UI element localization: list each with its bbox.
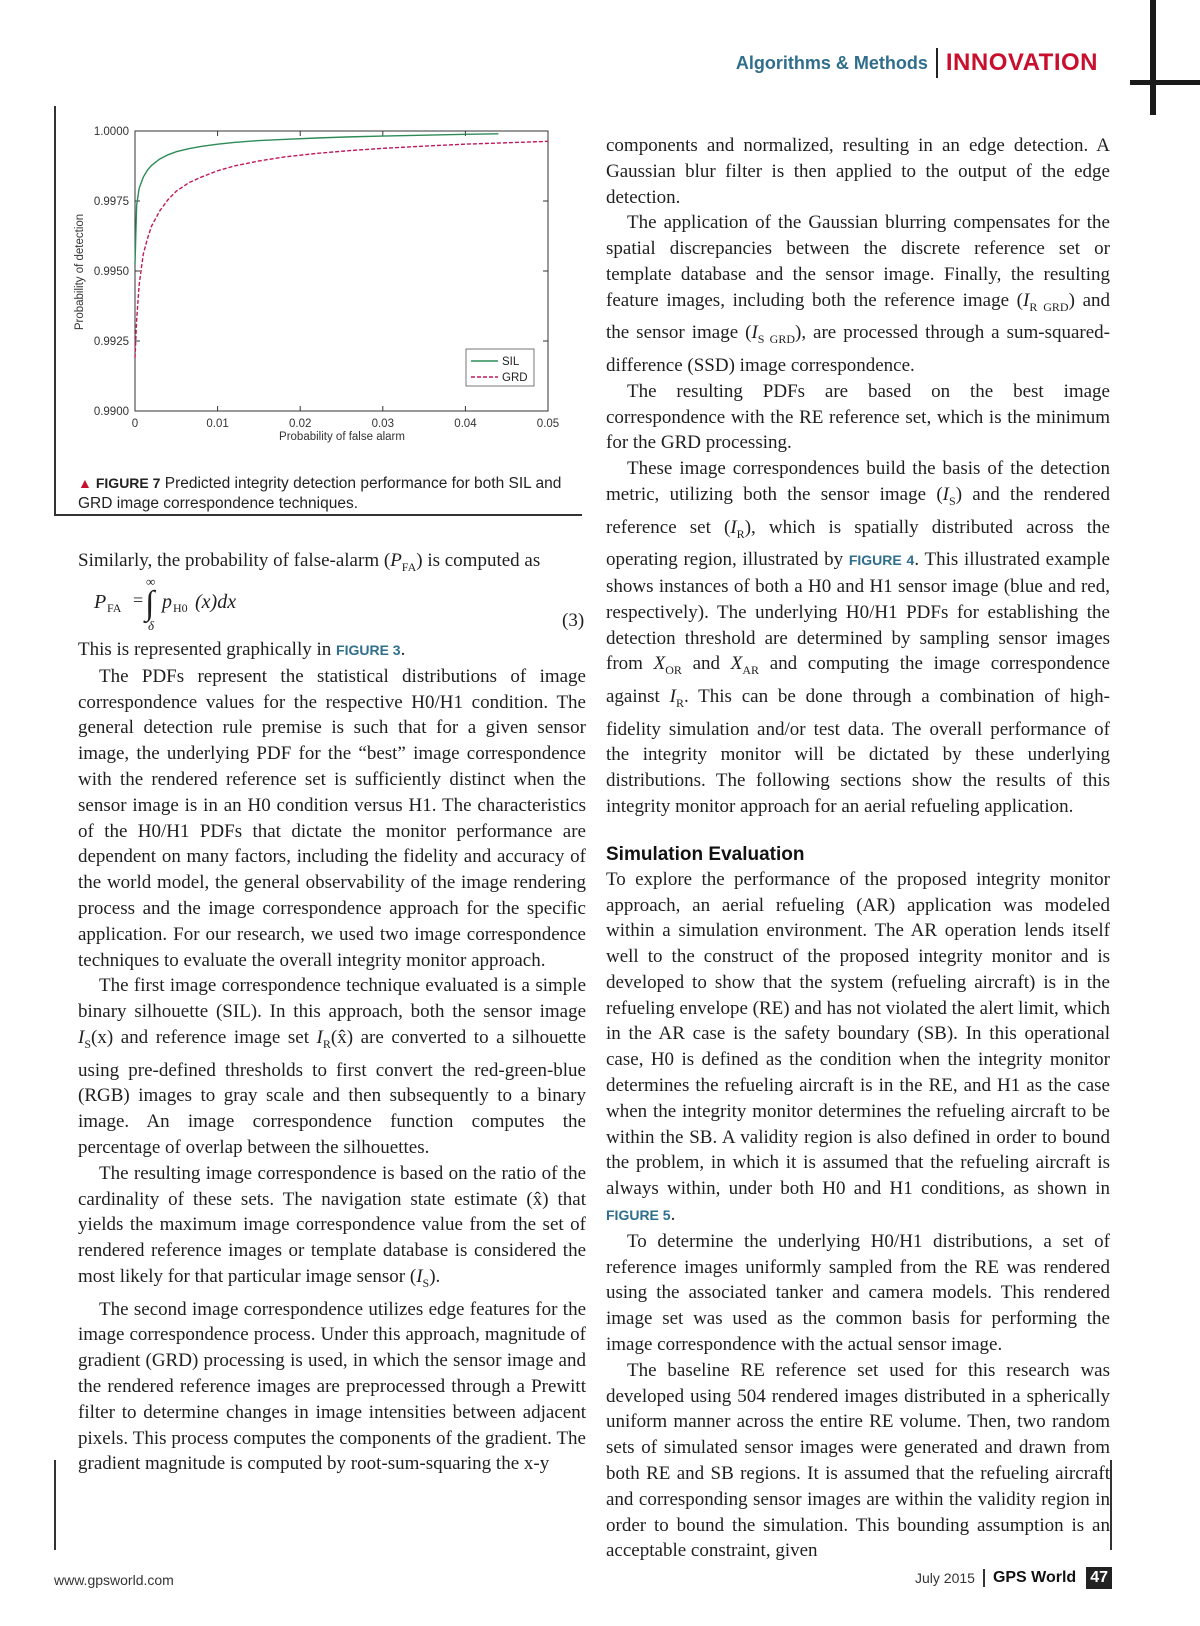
eq-number: (3) <box>562 610 585 631</box>
figure-4-reference[interactable]: FIGURE 4 <box>848 552 915 569</box>
legend-label-grd: GRD <box>502 372 528 384</box>
eq-lhs: P <box>94 591 107 613</box>
legend-label-sil: SIL <box>502 356 520 368</box>
eq-lhs-sub: FA <box>107 601 122 615</box>
y-tick-label: 1.0000 <box>93 126 129 138</box>
figure-3-reference[interactable]: FIGURE 3 <box>336 642 401 658</box>
rich-text-run: These image correspondences build the basis of the detection metric, utilizing both the sensor image $(I_S)$ and the rendered reference set $(I_R)$, which is spatially distributed across the operating region, illustrated by <box>606 458 1110 571</box>
paragraph: To determine the underlying H0/H1 distributions, a set of reference images uniformly sampled from the RE was rendered using the associated tanker and camera models. This rendered image set was used as the common basis for performing the image correspondence with the actual sensor image. <box>606 1230 1110 1356</box>
page-header <box>736 48 1098 78</box>
department-title: INNOVATION <box>945 49 1098 76</box>
section-heading: Simulation Evaluation <box>606 843 805 865</box>
y-tick-label: 0.9900 <box>93 406 129 418</box>
x-axis-label: Probability of false alarm <box>279 431 405 443</box>
eq-upper-limit: ∞ <box>146 574 156 589</box>
paragraph <box>606 456 1110 820</box>
eq-equals: = <box>133 590 144 610</box>
corner-horizontal-rule <box>1130 80 1200 85</box>
paragraph <box>78 973 586 1160</box>
paragraph: The baseline RE reference set used for this research was developed using 504 rendered images distributed in a spherically uniform manner across the entire RE volume. Then, two random sets of simulated sensor images were generated and drawn from both RE and SB regions. It is assumed that the refueling aircraft and corresponding sensor images are within the validity region in order to bound the simulation. This bounding assumption is an acceptable constraint, given <box>606 1359 1110 1562</box>
series-group <box>135 134 548 358</box>
paragraph: The resulting PDFs are based on the best image correspondence with the RE reference set, which is the minimum for the GRD processing. <box>606 380 1110 454</box>
x-tick-label: 0.02 <box>289 418 312 430</box>
paragraph <box>78 637 586 664</box>
paragraph <box>78 1161 586 1297</box>
paragraph <box>606 210 1110 378</box>
header-divider <box>936 48 938 78</box>
paragraph <box>606 867 1110 1229</box>
y-tick-label: 0.9975 <box>93 196 129 208</box>
x-tick-label: 0 <box>131 418 139 430</box>
magazine-name: GPS World <box>992 1569 1077 1586</box>
y-tick-label: 0.9925 <box>93 336 129 348</box>
rich-text-run: . This illustrated example shows instances of both a H0 and H1 sensor image (blue and red, respectively). The underlying H0/H1 PDFs for establishing the detection threshold are determined by sampling sensor images from $X_{OR}$ and $X_{AR}$ and computing the image correspondence against $I_R$. This can be done through a combination of high-fidelity simulation and/or test data. The overall performance of the integrity monitor will be dictated by these underlying distributions. The following sections show the results of this integrity monitor approach for an aerial refueling application. <box>606 549 1110 817</box>
eq-integral: ∫ <box>145 585 155 622</box>
left-column-body <box>78 639 586 1477</box>
figure-5-reference[interactable]: FIGURE 5 <box>606 1207 671 1224</box>
rich-text-run: The resulting image correspondence is based on the ratio of the cardinality of these sets. The navigation state estimate (x̂) that yields the maximum image correspondence value from the set of rendered reference images or template database is considered the most likely for that particular image sensor $(I_S)$. <box>78 1162 586 1290</box>
bottom-right-rule <box>1110 1460 1112 1550</box>
section-label: Algorithms & Methods <box>735 52 928 73</box>
eq-argument: (x)dx <box>195 591 237 613</box>
rich-text-run: The application of the Gaussian blurring compensates for the spatial discrepancies between the discrete reference set or template database and the sensor image. Finally, the resulting feature images, including both the reference image $(I_{R GRD})$ and the sensor image $(I_{S GRD})$, are processed through a sum-squared-difference (SSD) image correspondence. <box>606 212 1111 376</box>
chart-legend <box>466 349 534 386</box>
x-tick-label: 0.05 <box>536 418 560 430</box>
y-tick-label: 0.9950 <box>93 266 129 278</box>
rich-text-run: The first image correspondence technique evaluated is a simple binary silhouette (SIL). In this approach, both the sensor image $I_S(x)$ and reference image set $I_R(x̂)$ are converted to a silhouette using pre-defined thresholds to first convert the red-green-blue (RGB) images to gray scale and then subsequently to a binary image. An image correspondence function computes the percentage of overlap between the silhouettes. <box>78 975 586 1158</box>
paragraph: components and normalized, resulting in an edge detection. A Gaussian blur filter is then applied to the output of the edge detection. <box>606 135 1110 208</box>
figure-bottom-rule <box>54 514 582 516</box>
caption-triangle-icon: ▲ <box>78 475 92 491</box>
series-line-sil <box>135 134 498 264</box>
x-tick-label: 0.01 <box>206 418 229 430</box>
right-column <box>606 133 1110 1564</box>
series-line-grd <box>135 141 548 357</box>
paragraph: The second image correspondence utilizes edge features for the image correspondence process. Under this approach, magnitude of gradient (GRD) processing is used, in which the sensor image and the rendered reference images are preprocessed through a Prewitt filter to determine changes in image intensities between adjacent pixels. This process computes the components of the gradient. The gradient magnitude is computed by root-sum-squaring the x-y <box>78 1298 586 1475</box>
x-tick-label: 0.03 <box>371 418 394 430</box>
bottom-left-rule <box>54 1460 56 1550</box>
rich-text-run: Similarly, the probability of false-alarm $(P_{FA})$ is computed as <box>78 550 541 574</box>
paragraph: The PDFs represent the statistical distributions of image correspondence values for the respective H0/H1 condition. The general detection rule premise is such that for a given sensor image, the underlying PDF for the “best” image correspondence with the rendered reference set is sufficiently distinct when the sensor image is in an H0 condition versus H1. The characteristics of the H0/H1 PDFs that dictate the monitor performance are dependent on many factors, including the fidelity and accuracy of the world model, the general observability of the image rendering process and the image correspondence approach for the specific application. For our research, we used two image correspondence techniques to evaluate the overall integrity monitor approach. <box>78 665 586 971</box>
website-url[interactable]: www.gpsworld.com <box>54 1572 174 1588</box>
page-number: 47 <box>1086 1567 1112 1589</box>
x-tick-label: 0.04 <box>454 418 477 430</box>
eq-integrand: p <box>162 591 172 613</box>
figure-left-rule <box>54 106 56 516</box>
figure-caption-text: Predicted integrity detection performance for both SIL and GRD image correspondence techniques. <box>78 475 562 512</box>
text-run: This is represented graphically in <box>78 639 337 660</box>
figure-label: FIGURE 7 <box>95 475 161 491</box>
text-run: . <box>400 639 406 660</box>
issue-date: July 2015 <box>915 1570 975 1586</box>
eq-lower-limit: δ <box>148 618 155 633</box>
text-run: . <box>670 1204 676 1226</box>
footer-divider <box>983 1569 985 1587</box>
page-footer <box>915 1567 1112 1589</box>
y-axis-label: Probability of detection <box>74 213 86 331</box>
text-run: To explore the performance of the proposed integrity monitor approach, an aerial refueling (AR) application was modeled within a simulation environment. The AR operation lends itself well to the construct of the proposed integrity monitor and is developed to show that the system (refueling aircraft) is in the refueling envelope (RE) and has not violated the alert limit, which in the AR case is the safety boundary (SB). In this operational case, H0 is defined as the condition when the integrity monitor determines the refueling aircraft is in the RE, and H1 as the case when the integrity monitor determines the refueling aircraft to be within the SB. A validity region is also defined in order to bound the problem, in which it is assumed that the refueling aircraft is always within, under both H0 and H1 conditions, as shown in <box>606 868 1110 1200</box>
eq-integrand-sub: H0 <box>173 601 188 615</box>
figure-caption <box>78 473 590 514</box>
corner-vertical-rule <box>1150 0 1156 115</box>
figure-7-chart <box>70 112 590 472</box>
